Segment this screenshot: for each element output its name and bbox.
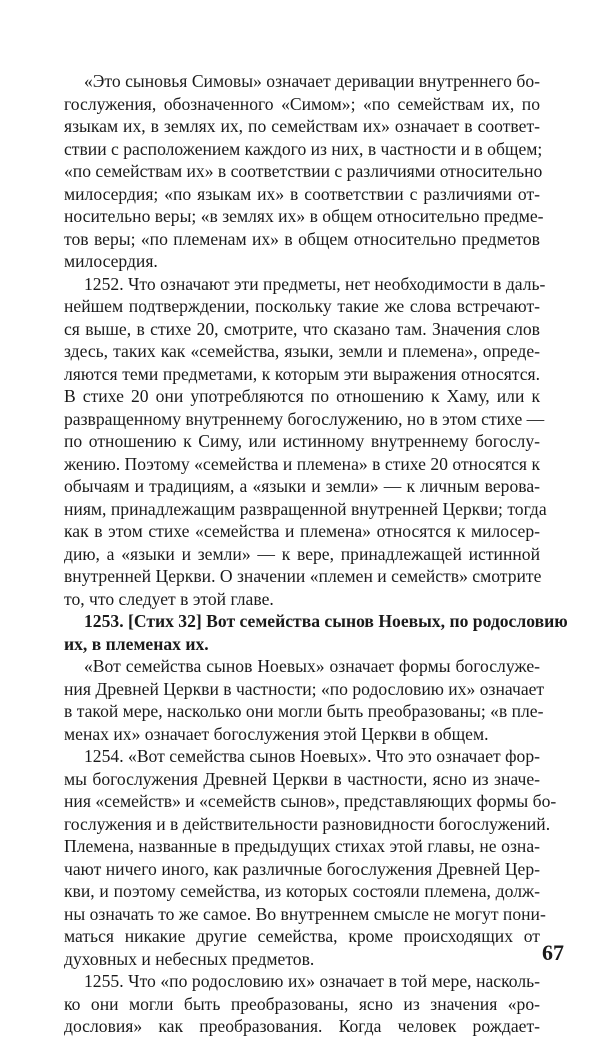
text-line: в такой мере, насколько они могли быть преобразованы; «в пле- (64, 701, 544, 721)
text-line: Племена, названные в предыдущих стихах этой главы, не озна- (64, 836, 540, 856)
text-line: носительно веры; «в землях их» в общем относительно предме- (64, 206, 544, 226)
text-line: развращенному внутреннему богослужению, но в этом стихе — (64, 408, 545, 429)
text-line: их, в племенах их. (64, 633, 209, 654)
text-line: ния «семейств» и «семейств сынов», представляющих формы бо- (64, 791, 557, 811)
text-line: ния Древней Церкви в частности; «по родословию их» означает (64, 678, 545, 699)
text-line: кви, и поэтому семейства, из которых состояли племена, долж- (64, 881, 540, 901)
text-line: ны означать то же самое. Во внутреннем смысле не могут пони- (64, 903, 546, 924)
text-line: 1254. «Вот семейства сынов Ноевых». Что это означает фор- (84, 746, 540, 766)
text-line: как в этом стихе «семейства и племена» относятся к милосер- (64, 521, 540, 541)
verse-heading-1253 (64, 610, 568, 655)
text-line: 1252. Что означают эти предметы, нет необходимости в даль- (84, 273, 546, 294)
text-line: милосердия. (64, 251, 158, 271)
text-line: обычаям и традициям, а «языки и земли» — к личным верова- (64, 476, 540, 496)
text-line: языкам их, в землях их, по семействам их» означает в соответ- (64, 116, 540, 136)
text-line: В стихе 20 они употребляются по отношению к Хаму, или к (64, 386, 540, 406)
text-line: 1253. [Стих 32] Вот семейства сынов Ноевых, по родословию (84, 611, 568, 631)
text-line: гослужения, обозначенного «Симом»; «по семействам их, по (64, 93, 540, 114)
text-line: ляются теми предметами, к которым эти выражения относятся. (64, 363, 540, 384)
paragraph-1 (64, 70, 544, 273)
text-line: ствии с расположением каждого из них, в частности и в общем; (64, 138, 543, 159)
text-line: чают ничего иного, как различные богослужения Древней Цер- (64, 858, 540, 879)
paragraph-verse-summary (64, 655, 545, 745)
text-line: «Вот семейства сынов Ноевых» означает формы богослуже- (84, 656, 540, 676)
text-line: ся выше, в стихе 20, смотрите, что сказано там. Значения слов (64, 318, 540, 339)
text-line: духовных и небесных предметов. (64, 948, 315, 969)
text-line: ко они могли быть преобразованы, ясно из значения «ро- (64, 993, 540, 1014)
text-line: маться никакие другие семейства, кроме происходящих от (64, 926, 540, 946)
text-line: внутренней Церкви. О значении «племен и семейств» смотрите (64, 566, 542, 586)
text-line: нейшем подтверждении, поскольку такие же слова встречают- (64, 296, 540, 316)
text-line: «Это сыновья Симовы» означает деривации внутреннего бо- (84, 71, 540, 91)
text-line: жению. Поэтому «семейства и племена» в стихе 20 относятся к (64, 453, 540, 474)
text-line: 1255. Что «по родословию их» означает в той мере, насколь- (84, 971, 540, 991)
text-line: дию, а «языки и земли» — к вере, принадлежащей истинной (64, 543, 540, 564)
text-line: ниям, принадлежащим развращенной внутренней Церкви; тогда (64, 498, 547, 519)
paragraph-1252 (64, 273, 547, 611)
page-number: 67 (542, 940, 564, 965)
text-line: по отношению к Симу, или истинному внутреннему богослу- (64, 431, 540, 451)
text-line: гослужения и в действительности разновидности богослужений. (64, 813, 551, 834)
text-line: тов веры; «по племенам их» в общем относительно предметов (64, 228, 540, 249)
text-line: менах их» означает богослужения этой Церкви в общем. (64, 723, 489, 744)
text-line: «по семействам их» в соответствии с различиями относительно (64, 161, 543, 181)
text-line: дословия» как преобразования. Когда человек рождает- (64, 1016, 540, 1036)
text-line: мы богослужения Древней Церкви в частности, ясно из значе- (64, 768, 540, 789)
text-line: милосердия; «по языкам их» в соответствии с различиями от- (64, 183, 540, 204)
text-line: то, что следует в этой главе. (64, 588, 274, 609)
paragraph-1255 (64, 970, 540, 1038)
text-line: здесь, таких как «семейства, языки, земли и племена», опреде- (64, 341, 540, 361)
